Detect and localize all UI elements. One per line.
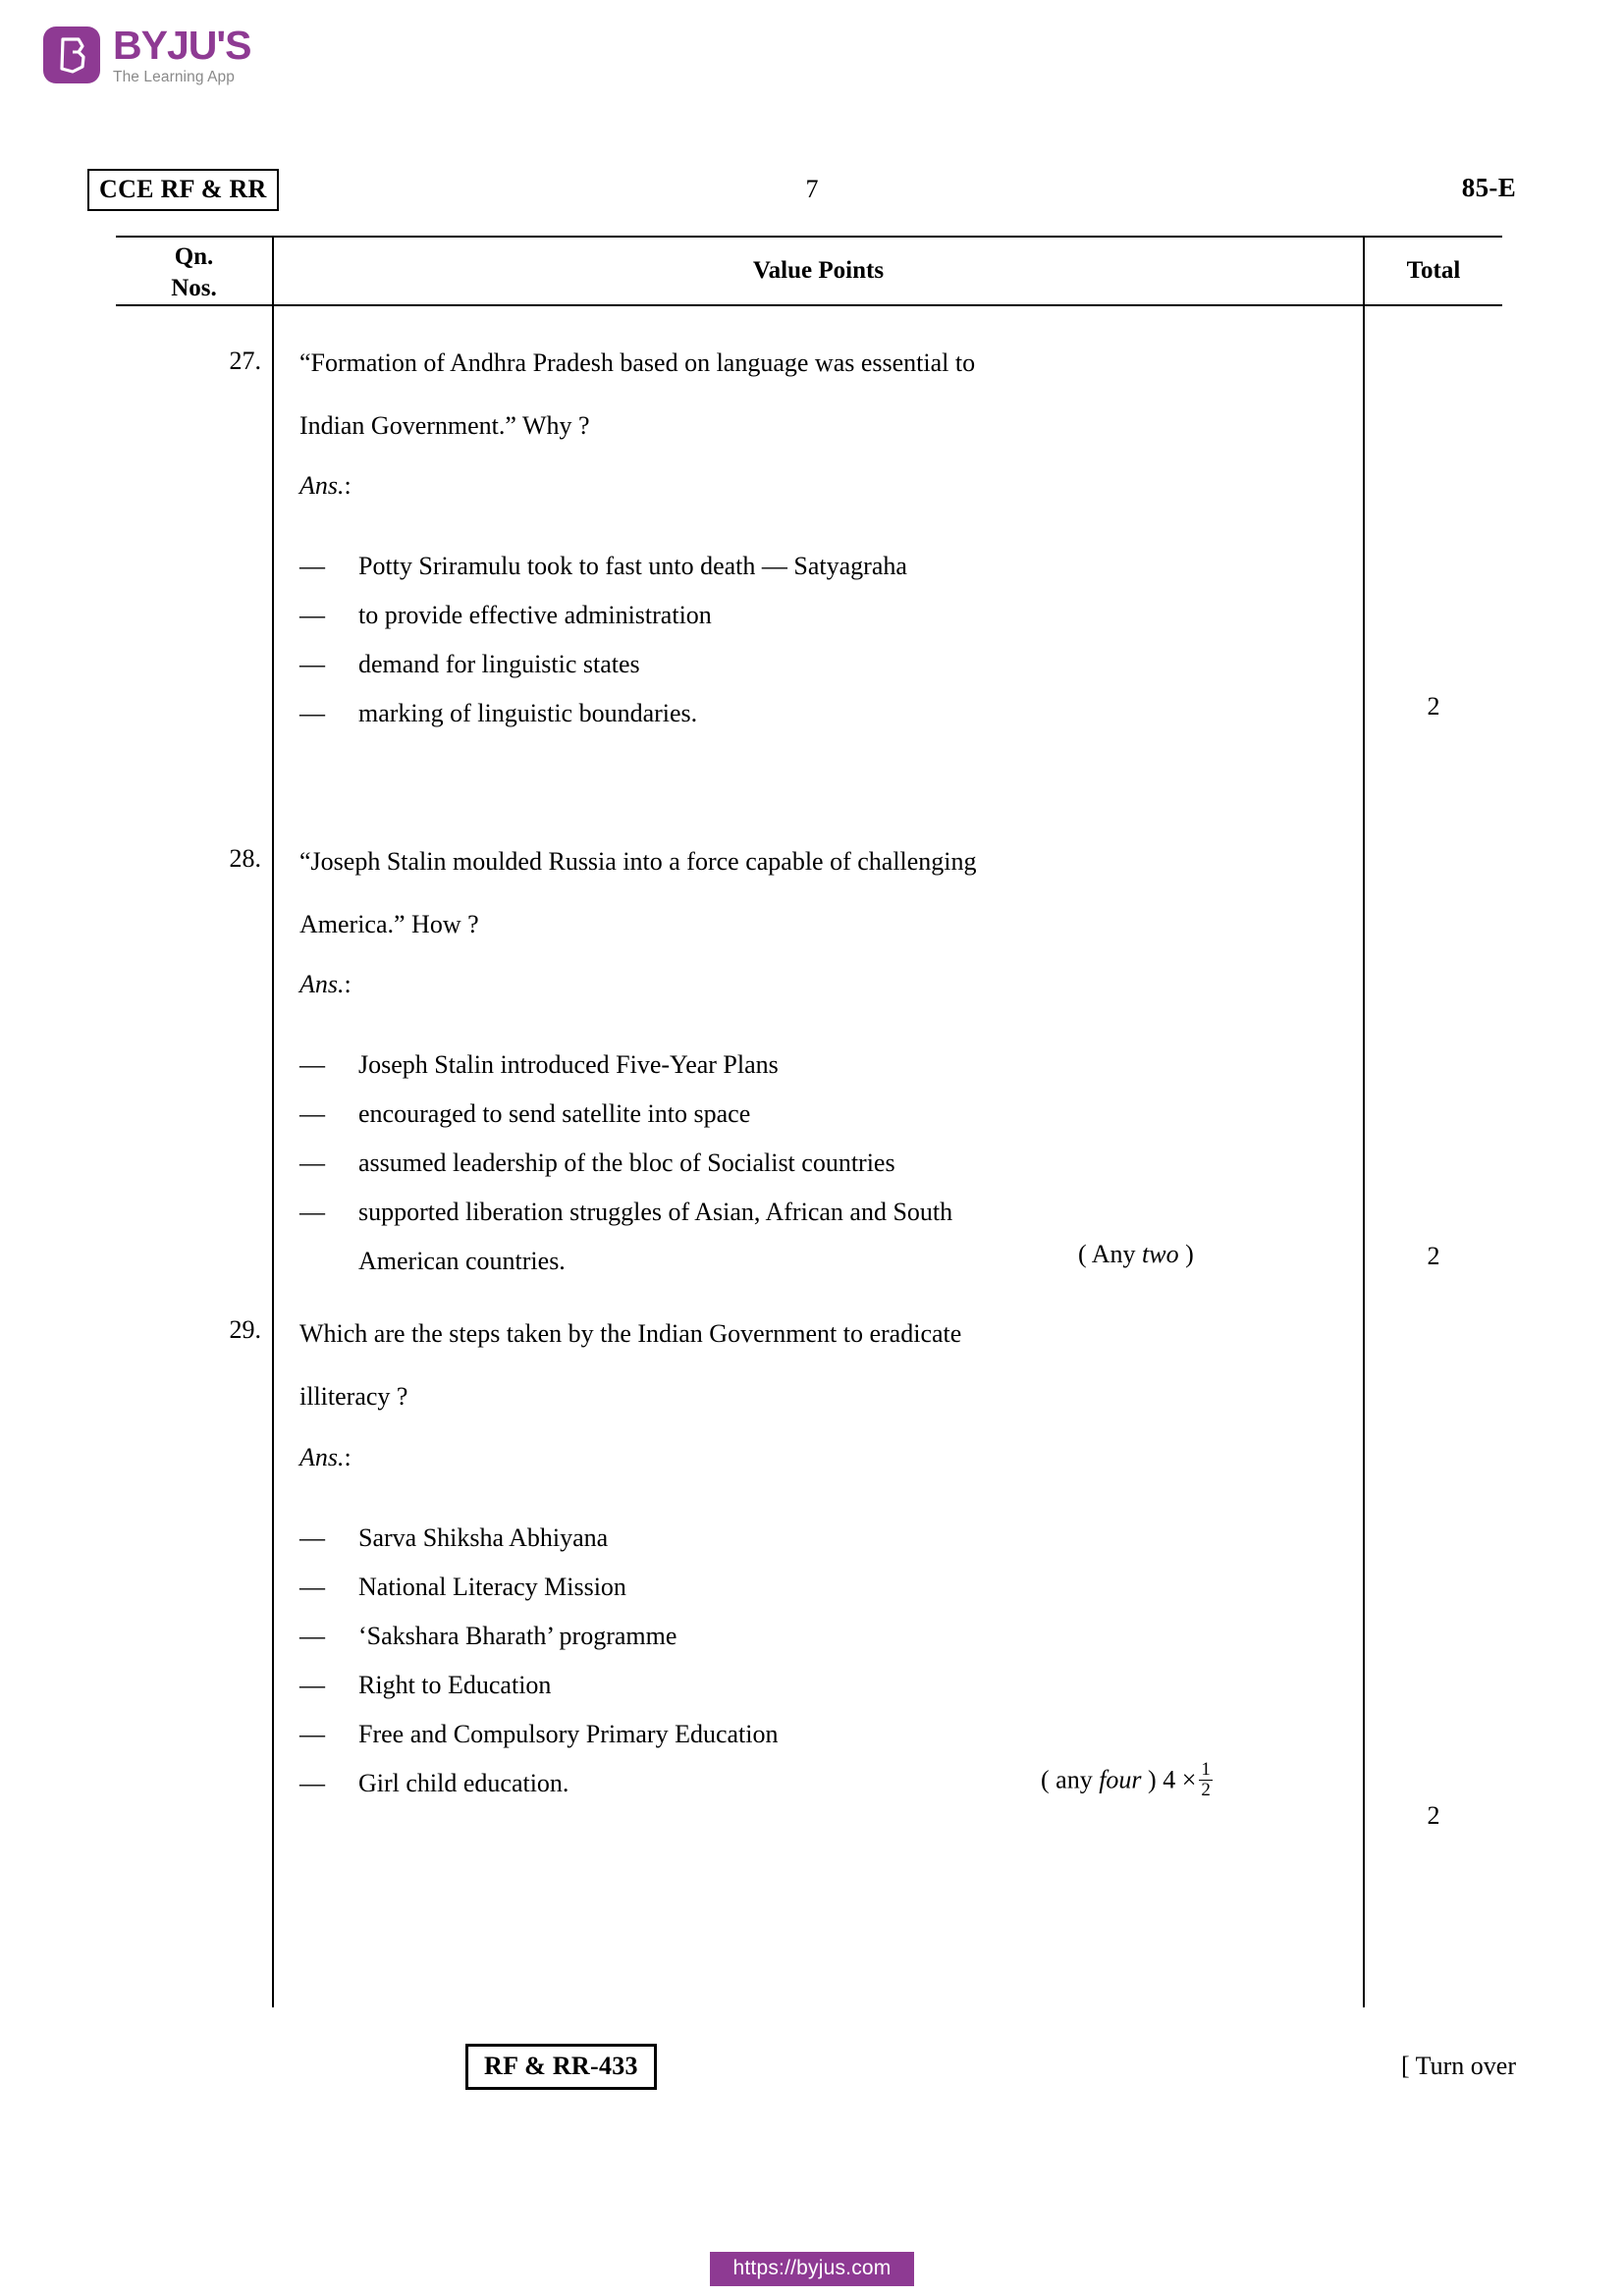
bullet-dash-icon: —: [299, 1622, 325, 1650]
subject-code: 85-E: [1461, 173, 1516, 202]
bullet-dash-icon: —: [299, 1198, 325, 1226]
bullet-dash-icon: —: [299, 1099, 325, 1128]
answer-label-text: Ans.: [299, 970, 345, 998]
value-point: [299, 1566, 1335, 1609]
bullet-dash-icon: —: [299, 1720, 325, 1748]
bullet-dash-icon: —: [299, 1050, 325, 1079]
bullet-dash-icon: —: [299, 1523, 325, 1552]
bullet-dash-icon: —: [299, 1671, 325, 1699]
question-text-line1: “Formation of Andhra Pradesh based on language was essential to: [299, 348, 976, 377]
value-point: [299, 1093, 1335, 1136]
column-header-qn-nos: [116, 241, 272, 304]
value-point-continuation-text: American countries.: [358, 1247, 566, 1275]
value-point-text: Potty Sriramulu took to fast unto death — Satyagraha: [358, 552, 907, 580]
value-point: [299, 643, 1335, 686]
note-open: ( Any: [1078, 1240, 1136, 1268]
bullet-dash-icon: —: [299, 1769, 325, 1797]
any-two-note: [1078, 1240, 1194, 1269]
bullet-dash-icon: —: [299, 601, 325, 629]
value-point-text: ‘Sakshara Bharath’ programme: [358, 1622, 677, 1650]
answer-label-text: Ans.: [299, 471, 345, 500]
value-point-text: to provide effective administration: [358, 601, 712, 629]
note-emphasis: four: [1099, 1765, 1142, 1794]
value-point: [299, 1664, 1335, 1707]
value-point-text: National Literacy Mission: [358, 1573, 626, 1601]
value-point: [299, 1043, 1335, 1087]
value-point-text: assumed leadership of the bloc of Socialist countries: [358, 1148, 895, 1177]
column-header-qn-line1: Qn.: [174, 243, 214, 270]
value-point-text: Joseph Stalin introduced Five-Year Plans: [358, 1050, 779, 1079]
answer-label: [299, 1443, 352, 1472]
answer-label-colon: :: [344, 471, 352, 500]
value-point: [299, 545, 1335, 588]
answer-label-colon: :: [344, 1443, 352, 1471]
turn-over-label: [ Turn over: [1400, 2052, 1516, 2080]
page-number: 7: [805, 175, 819, 203]
note-open: ( any: [1041, 1765, 1093, 1794]
table-top-rule: [116, 236, 1502, 238]
value-point: [299, 692, 1335, 735]
half-fraction: [1199, 1760, 1213, 1800]
total-marks: 2: [1427, 1242, 1440, 1270]
table-divider-right: [1363, 238, 1365, 2007]
bullet-dash-icon: —: [299, 699, 325, 727]
table-divider-left: [272, 238, 274, 2007]
any-four-note: [1041, 1759, 1213, 1802]
value-point: [299, 1713, 1335, 1756]
byjus-watermark-bar: [0, 2252, 1624, 2286]
value-point-text: demand for linguistic states: [358, 650, 640, 678]
fraction-denominator: 2: [1201, 1779, 1211, 1800]
column-header-qn-line2: Nos.: [171, 275, 217, 301]
paper-code-box: RF & RR-433: [465, 2044, 657, 2090]
value-point: [299, 1142, 1335, 1185]
column-header-total: Total: [1406, 257, 1461, 284]
total-marks: 2: [1427, 692, 1440, 721]
question-text-line2: Indian Government.” Why ?: [299, 411, 590, 440]
question-text-line2: America.” How ?: [299, 910, 479, 938]
answer-label: [299, 970, 352, 999]
question-number: 27.: [229, 347, 261, 375]
note-close: ): [1148, 1765, 1157, 1794]
value-point: [299, 594, 1335, 637]
note-close: ): [1185, 1240, 1194, 1268]
question-text-line1: “Joseph Stalin moulded Russia into a force capable of challenging: [299, 847, 977, 876]
question-number: 28.: [229, 844, 261, 873]
column-header-value-points: Value Points: [752, 257, 885, 284]
table-header-rule: [116, 304, 1502, 306]
bullet-dash-icon: —: [299, 1148, 325, 1177]
bullet-dash-icon: —: [299, 1573, 325, 1601]
answer-label-text: Ans.: [299, 1443, 345, 1471]
exam-code-box: CCE RF & RR: [87, 169, 279, 211]
value-point-text: supported liberation struggles of Asian, African and South: [358, 1198, 953, 1226]
byjus-wordmark: BYJU'S: [113, 23, 251, 68]
fraction-numerator: 1: [1201, 1759, 1211, 1780]
byjus-logo-mark-icon: [43, 27, 100, 83]
answer-label: [299, 471, 352, 501]
value-point: [299, 1191, 1335, 1234]
value-point-text: Free and Compulsory Primary Education: [358, 1720, 779, 1748]
bullet-dash-icon: —: [299, 650, 325, 678]
question-text-line1: Which are the steps taken by the Indian Government to eradicate: [299, 1319, 962, 1348]
value-point: [299, 1615, 1335, 1658]
value-point-text: Sarva Shiksha Abhiyana: [358, 1523, 609, 1552]
byjus-tagline: The Learning App: [113, 69, 235, 85]
byjus-watermark-url: https://byjus.com: [710, 2252, 915, 2286]
value-point-text: marking of linguistic boundaries.: [358, 699, 698, 727]
value-point-text: encouraged to send satellite into space: [358, 1099, 751, 1128]
value-point: [299, 1517, 1335, 1560]
value-point-text: Right to Education: [358, 1671, 552, 1699]
answer-label-colon: :: [344, 970, 352, 998]
total-marks: 2: [1427, 1801, 1440, 1830]
value-point-text: Girl child education.: [358, 1769, 569, 1797]
note-emphasis: two: [1142, 1240, 1179, 1268]
byjus-logo: [43, 23, 251, 85]
question-number: 29.: [229, 1315, 261, 1344]
bullet-dash-icon: —: [299, 552, 325, 580]
note-multiplier: 4 ×: [1163, 1765, 1197, 1794]
question-text-line2: illiteracy ?: [299, 1382, 408, 1411]
